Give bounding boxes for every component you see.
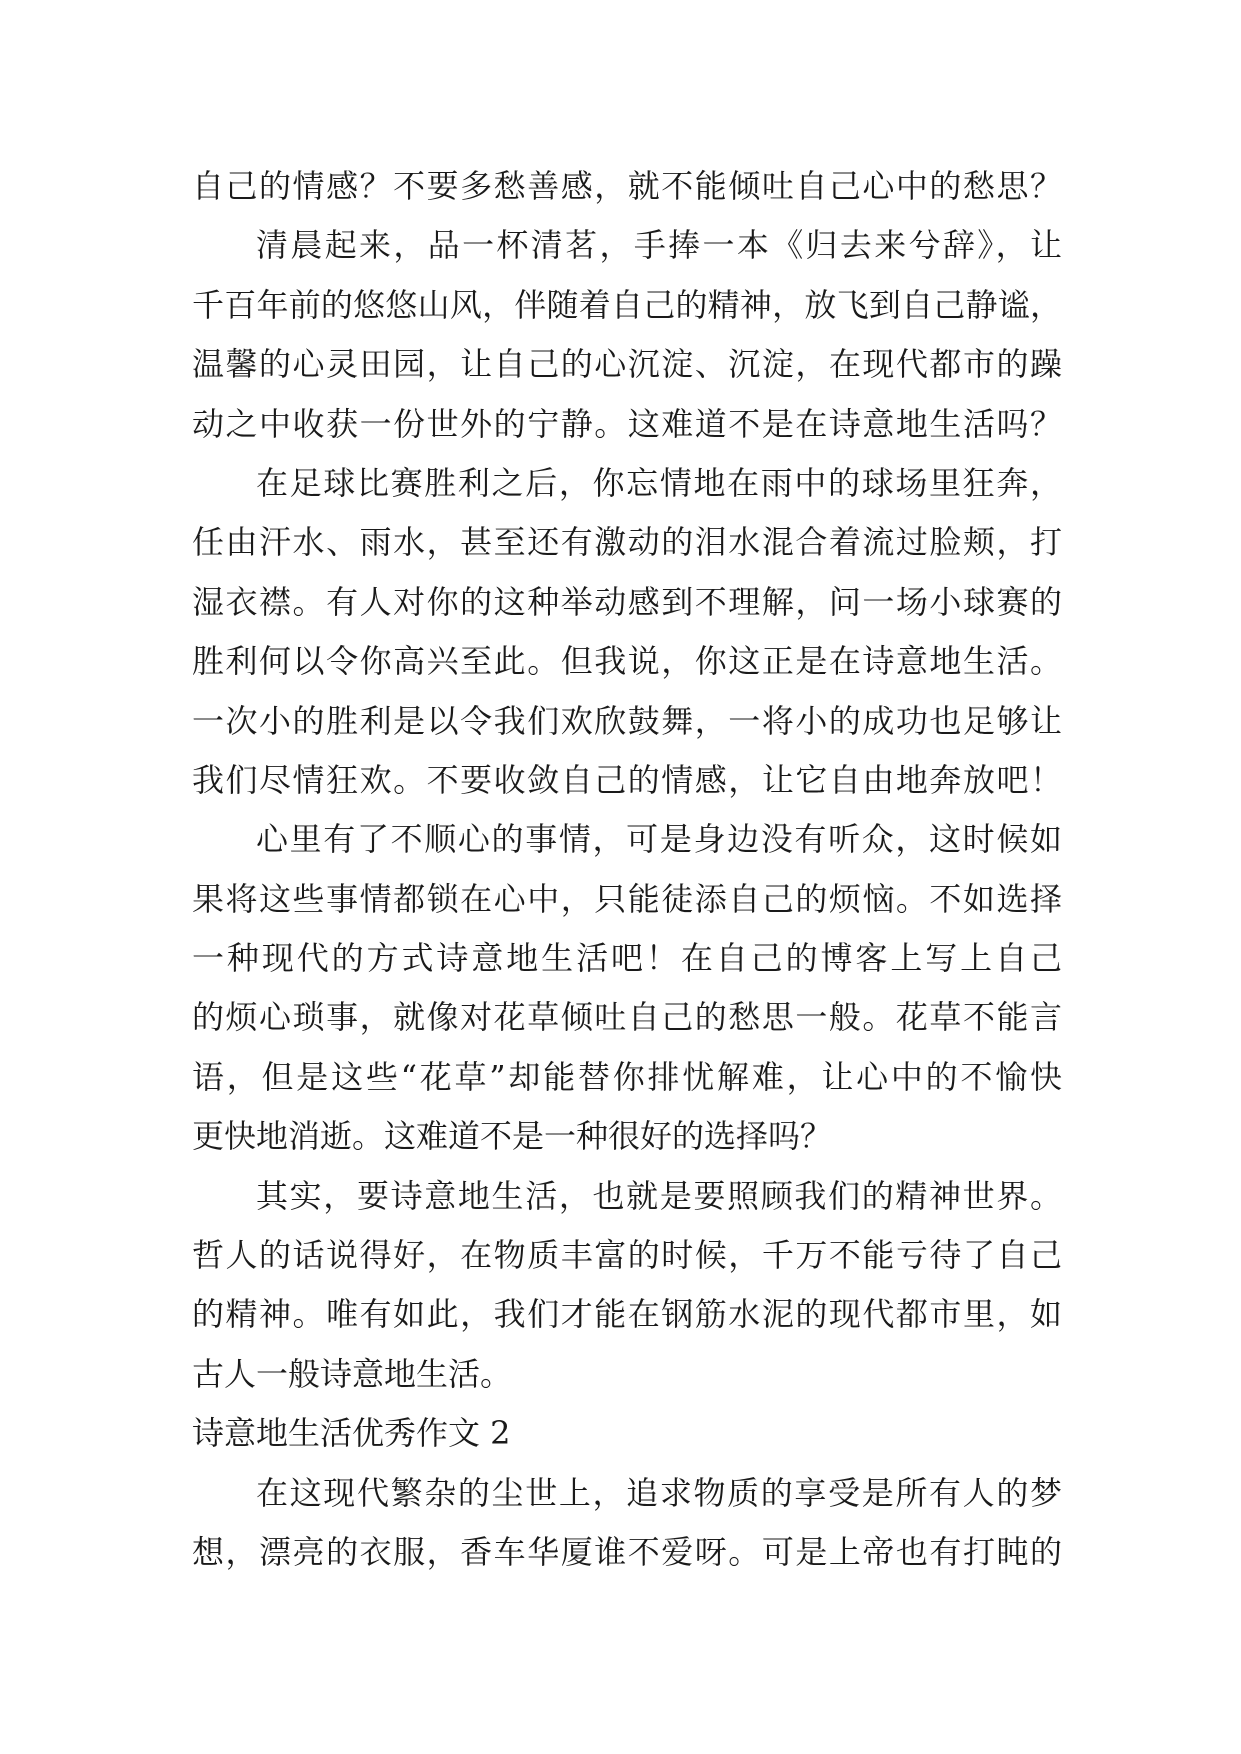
heading-text: 诗意地生活优秀作文 2 [192, 1414, 511, 1453]
section-heading [192, 1404, 1062, 1463]
text-line: 湿衣襟。有人对你的这种举动感到不理解，问一场小球赛的 [192, 582, 1062, 621]
text-line: 我们尽情狂欢。不要收敛自己的情感，让它自由地奔放吧！ [192, 760, 1062, 799]
document-body [192, 157, 1062, 1582]
paragraph [192, 810, 1062, 1166]
paragraph [192, 1167, 1062, 1405]
text-line: 心里有了不顺心的事情，可是身边没有听众，这时候如 [256, 820, 1062, 859]
paragraph [192, 454, 1062, 810]
text-line: 的烦心琐事，就像对花草倾吐自己的愁思一般。花草不能言 [192, 998, 1062, 1037]
text-line: 一次小的胜利是以令我们欢欣鼓舞，一将小的成功也足够让 [192, 701, 1062, 740]
paragraph [192, 1464, 1062, 1583]
text-line: 动之中收获一份世外的宁静。这难道不是在诗意地生活吗？ [192, 404, 1062, 443]
text-line: 千百年前的悠悠山风，伴随着自己的精神，放飞到自己静谧， [192, 285, 1062, 324]
text-line: 古人一般诗意地生活。 [192, 1354, 513, 1393]
text-line: 一种现代的方式诗意地生活吧！在自己的博客上写上自己 [192, 939, 1062, 978]
text-line: 自己的情感？不要多愁善感，就不能倾吐自己心中的愁思？ [192, 167, 1062, 205]
text-line: 在足球比赛胜利之后，你忘情地在雨中的球场里狂奔， [256, 463, 1062, 502]
text-line: 果将这些事情都锁在心中，只能徒添自己的烦恼。不如选择 [192, 879, 1062, 918]
text-line: 更快地消逝。这难道不是一种很好的选择吗？ [192, 1117, 833, 1156]
text-line: 其实，要诗意地生活，也就是要照顾我们的精神世界。 [256, 1176, 1062, 1215]
text-line: 哲人的话说得好，在物质丰富的时候，千万不能亏待了自己 [192, 1236, 1062, 1275]
text-line: 在这现代繁杂的尘世上，追求物质的享受是所有人的梦 [256, 1473, 1062, 1512]
text-line: 胜利何以令你高兴至此。但我说，你这正是在诗意地生活。 [192, 642, 1062, 681]
text-line: 想，漂亮的衣服，香车华厦谁不爱呀。可是上帝也有打盹的 [192, 1532, 1062, 1571]
paragraph [192, 216, 1062, 454]
text-line: 的精神。唯有如此，我们才能在钢筋水泥的现代都市里，如 [192, 1295, 1062, 1334]
text-line: 任由汗水、雨水，甚至还有激动的泪水混合着流过脸颊，打 [192, 523, 1062, 562]
text-line: 清晨起来，品一杯清茗，手捧一本《归去来兮辞》，让 [256, 226, 1062, 265]
paragraph [192, 157, 1062, 216]
text-line: 温馨的心灵田园，让自己的心沉淀、沉淀，在现代都市的躁 [192, 345, 1062, 384]
text-line: 语，但是这些“花草”却能替你排忧解难，让心中的不愉快 [192, 1057, 1062, 1096]
